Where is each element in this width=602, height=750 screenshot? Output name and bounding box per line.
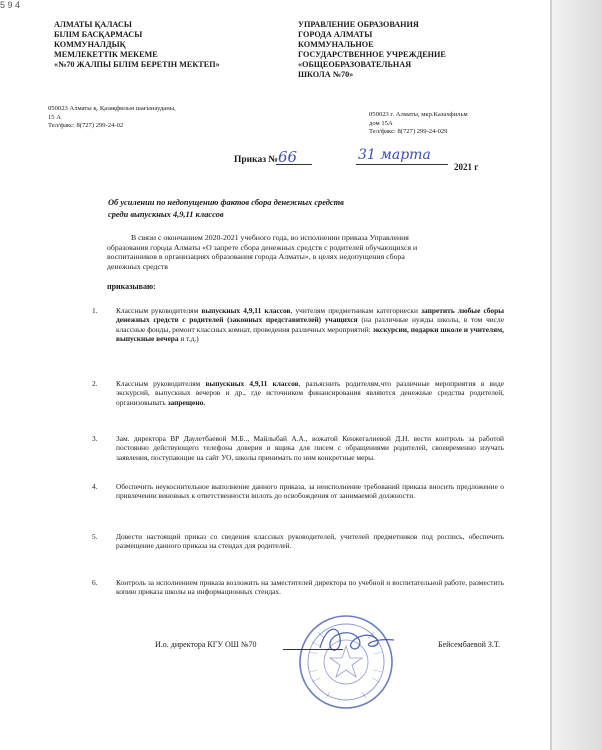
header-right-line: УПРАВЛЕНИЕ ОБРАЗОВАНИЯ — [298, 20, 419, 29]
item-text — [116, 578, 504, 597]
item-text-part: Довести настоящий приказ со сведения классных руководителей, учителей предметников под роспись, обеспечить размещение данного приказа на стендах для родителей. — [116, 532, 504, 551]
address-right-line: дом 15А — [369, 119, 393, 127]
item-text-part: и т.д.) — [178, 333, 199, 343]
order-line — [0, 147, 560, 180]
header-right-line: КОММУНАЛЬНОЕ — [298, 40, 374, 49]
signature-label: И.о. директора КГУ ОШ №70 — [155, 640, 257, 649]
prikazyvayu-label: приказываю: — [107, 282, 156, 291]
top-edge-text: 5 9 4 — [0, 0, 21, 10]
item-text — [116, 434, 504, 462]
item-text-part: Классным руководителям — [116, 306, 202, 315]
header-right-line: ГОРОДА АЛМАТЫ — [298, 30, 373, 39]
item-text — [116, 482, 504, 501]
header-right-russian — [298, 20, 446, 80]
item-text — [116, 306, 504, 343]
item-text-part-bold: выпускных 4,9,11 классов — [205, 379, 299, 388]
item-text-part: , разъяснить родителям,что различные мероприятия в виде экскурсий, выпускных вечеров и др., где источником финансирования являются денежные средства родителей, организовывать — [116, 379, 504, 407]
signature-block — [155, 640, 515, 660]
header-left-line: КОММУНАЛДЫҚ — [54, 40, 126, 49]
item-text-part-bold: запретить любые сборы денежных средств с родителей (законных представителей) учащихся — [116, 306, 504, 325]
item-number: 4. — [92, 482, 98, 491]
item-text-part: , учителям предметникам категориески — [290, 306, 422, 315]
order-number-handwritten: 66 — [278, 148, 298, 166]
item-number: 3. — [92, 434, 98, 443]
intro-line: воспитанников в организациях образования города Алматы», в целях недопущения сбора — [107, 252, 405, 262]
address-left — [48, 105, 176, 131]
address-left-line: 15 А — [48, 113, 62, 121]
item-text-part: (на различные нужды школы, в том числе классные фонды, ремонт классных комнат, проведения различных мероприятий: — [116, 315, 504, 334]
item-text-part: Обеспечить неукоснительное выполнение данного приказа, за неисполнение требований приказа вносить предложение о привлечении виновных к ответственности вплоть до освобождения от занимаемой должности. — [116, 482, 504, 501]
header-left-line: АЛМАТЫ ҚАЛАСЫ — [54, 20, 132, 29]
order-date-underline — [356, 164, 448, 165]
order-subject — [108, 197, 344, 220]
order-date-handwritten: 31 марта — [358, 147, 431, 163]
intro-line: образования города Алматы «О запрете сбора денежных средств с родителей обучающихся и — [107, 242, 418, 252]
header-right-line: ГОСУДАРСТВЕННОЕ УЧРЕЖДЕНИЕ — [298, 50, 446, 59]
item-text-part-bold: экскурсии, подарки школе и учителям, выпускные вечера — [116, 324, 504, 343]
address-right — [369, 111, 468, 137]
header-right-line: «ОБЩЕОБРАЗОВАТЕЛЬНАЯ — [298, 60, 412, 69]
header-left-line: БІЛІМ БАСҚАРМАСЫ — [54, 30, 143, 39]
order-label: Приказ № — [234, 155, 278, 165]
intro-paragraph — [107, 233, 505, 271]
address-right-line: Тел/факс: 8(727) 299-24-029 — [369, 128, 448, 136]
item-text — [116, 379, 504, 407]
header-right-line: ШКОЛА №70» — [298, 70, 354, 79]
item-number: 1. — [92, 306, 98, 315]
item-text-part: Контроль за исполнением приказа возложить на заместителей директора по учебной и воспитательной работе, разместить копию приказа школы на информационных стендах. — [116, 578, 504, 597]
header-left-kazakh — [54, 20, 220, 70]
signature-line — [283, 649, 343, 650]
signature-name: Бейсембаевой З.Т. — [438, 640, 500, 649]
subject-line: Об усилении по недопущению фактов сбора денежных средств — [108, 198, 344, 207]
header-left-line: МЕМЛЕКЕТТІК МЕКЕМЕ — [54, 50, 158, 59]
item-text-part-bold: выпускных 4,9,11 классов — [201, 306, 291, 315]
item-number: 5. — [92, 532, 98, 541]
intro-line: денежных средств — [107, 261, 168, 271]
subject-line: среди выпускных 4,9,11 классов — [108, 209, 224, 219]
item-number: 6. — [92, 578, 98, 587]
order-year: 2021 г — [454, 162, 479, 172]
item-number: 2. — [92, 379, 98, 388]
header-left-line: «№70 ЖАЛПЫ БІЛІМ БЕРЕТІН МЕКТЕП» — [54, 60, 220, 69]
item-text — [116, 532, 504, 551]
intro-line: В связи с окончанием 2020-2021 учебного года, во исполнении приказа Управления — [131, 233, 409, 242]
address-left-line: Тел/факс: 8(727) 299-24-02 — [48, 122, 124, 130]
item-text-part: Классным руководителям — [116, 379, 206, 388]
item-text-part: Зам. директора ВР Даулетбаевой М.Б.., Майлыбай А.А., вожатой Кенжегалиевой Д.Н. вести контроль за работой постоянно действующего телефона доверия и ящика для писем с обращениями родителей, своевременно изучать заявления, поступающие на сайт УО, школы принимать по ним конкретные меры. — [116, 434, 504, 462]
page-edge-shadow — [550, 0, 602, 750]
address-right-line: 050023 г. Алматы, мкр.Казахфильм — [369, 111, 468, 118]
address-left-line: 050023 Алматы қ. Қазақфильм шағынауданы, — [48, 105, 176, 112]
item-text-part-bold: запрещено. — [167, 397, 206, 407]
